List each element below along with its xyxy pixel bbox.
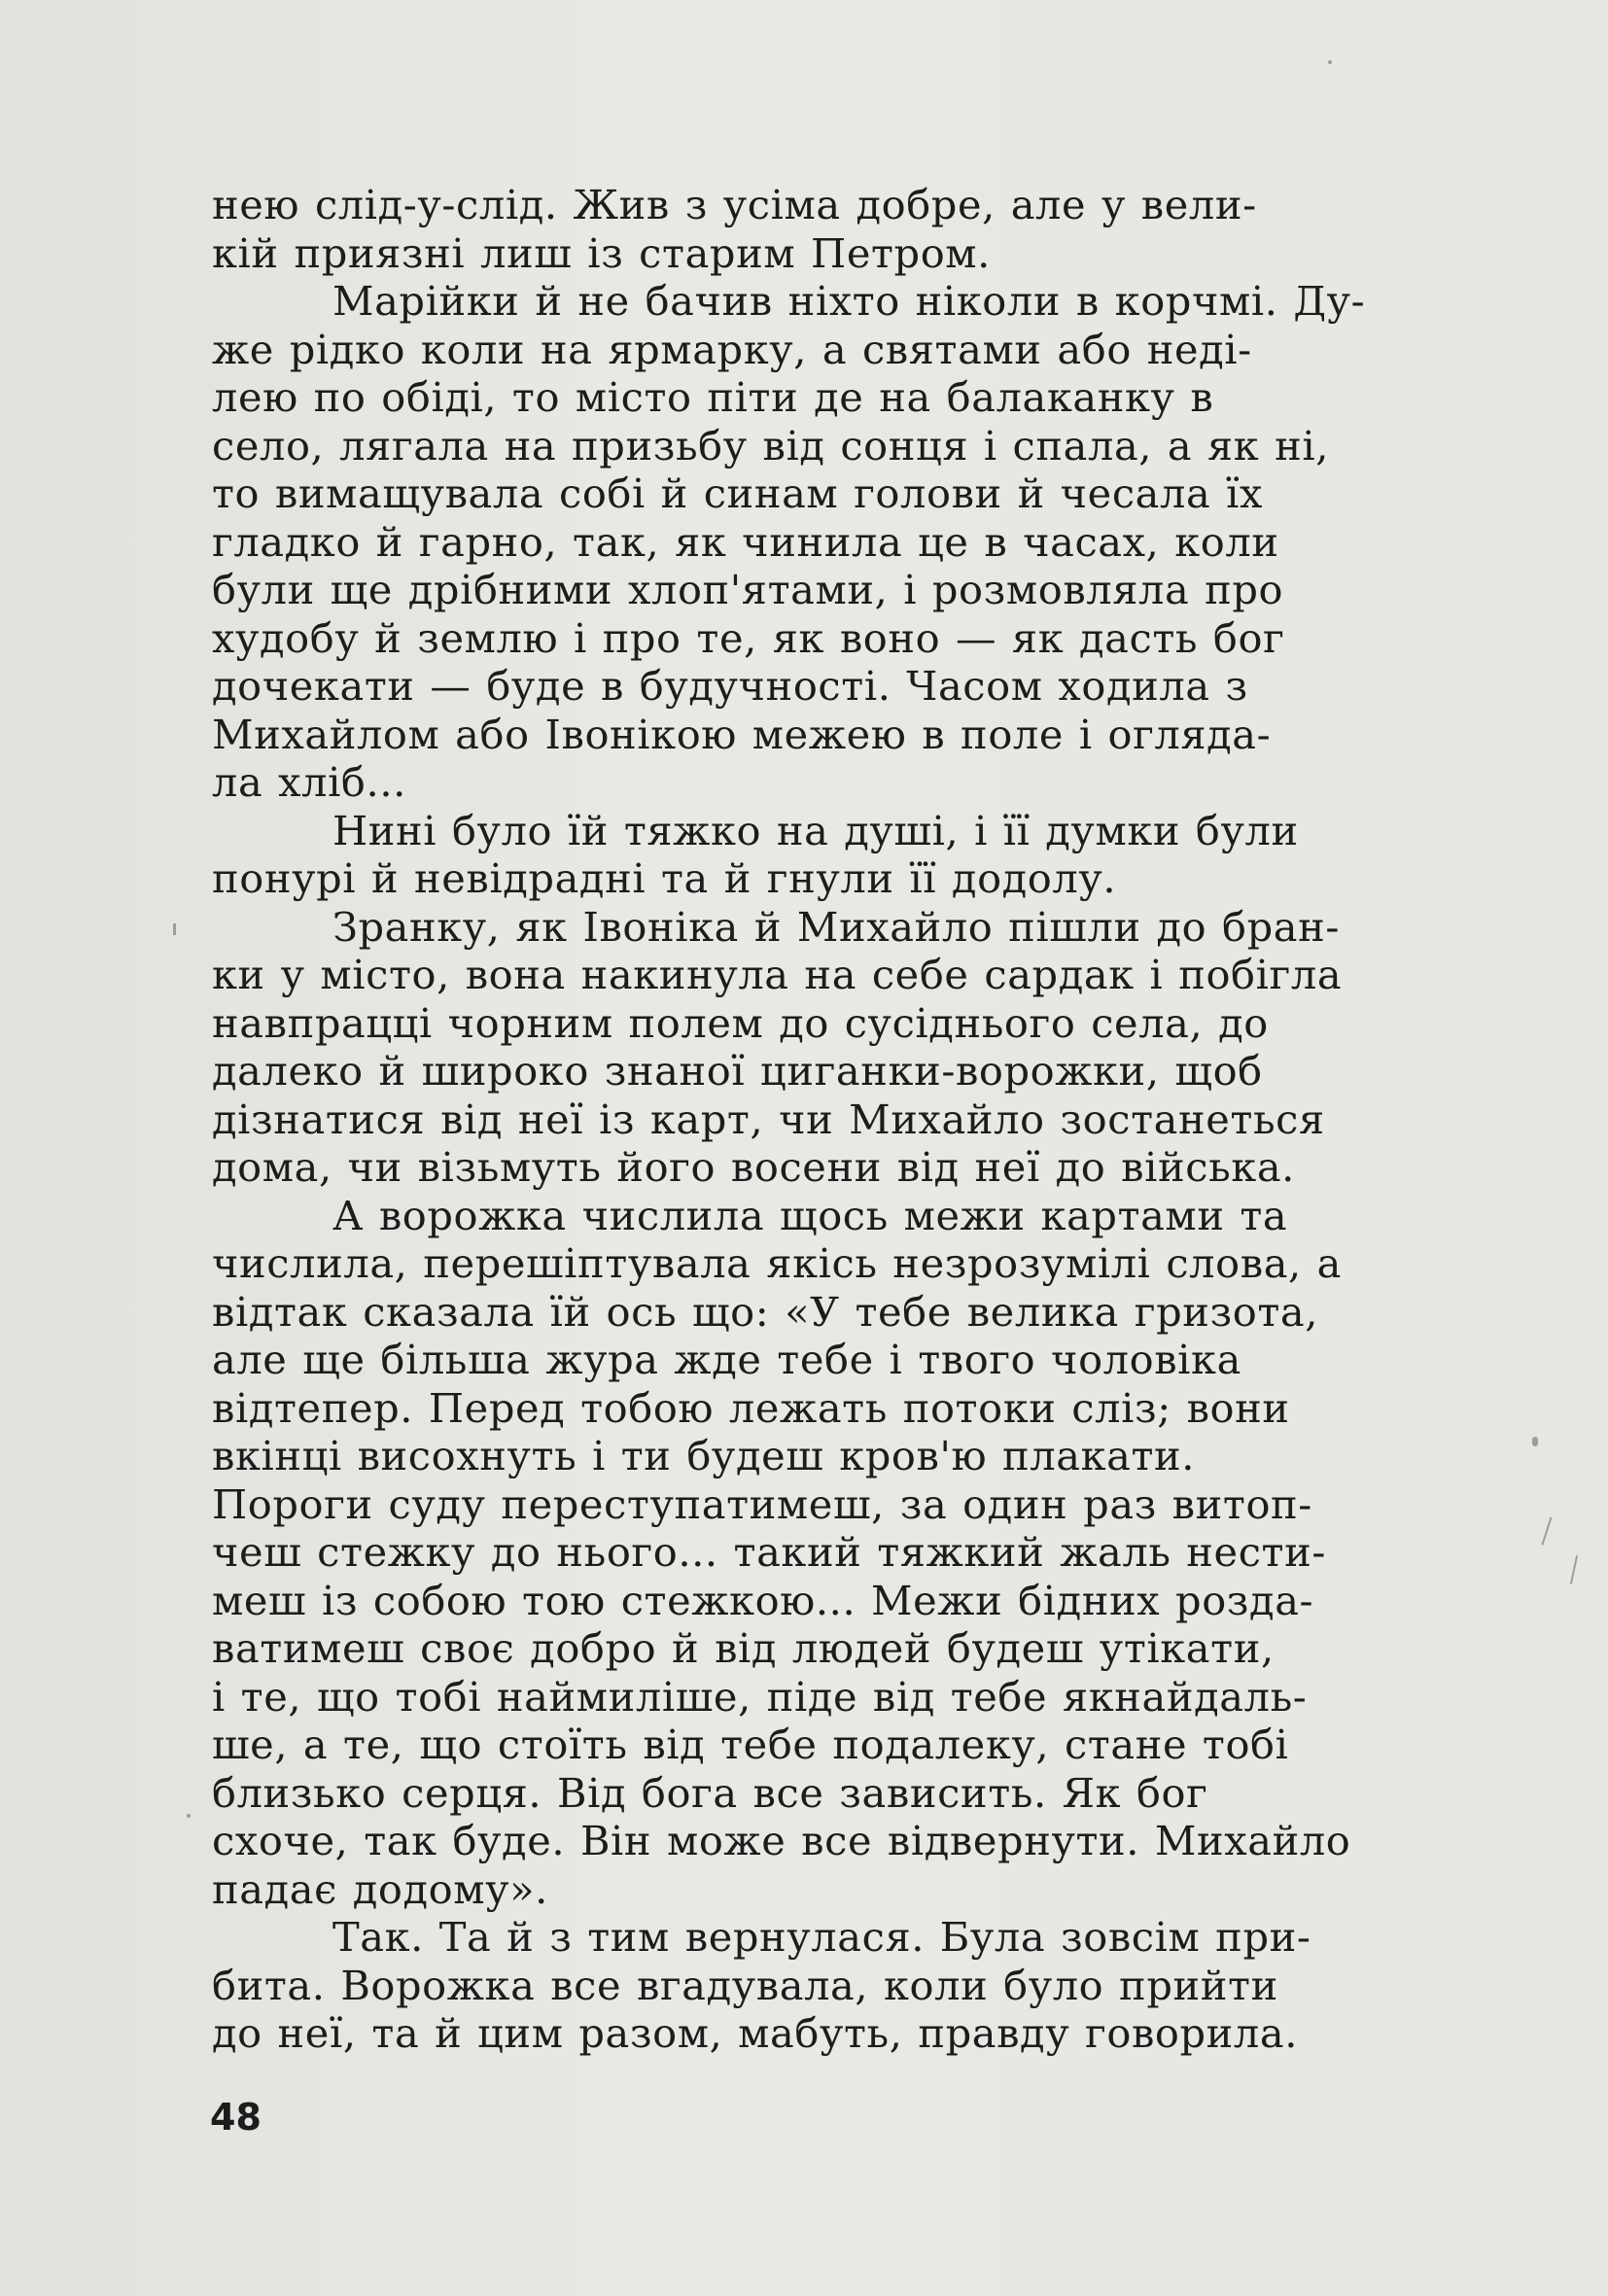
text-line: числила, перешіптувала якісь незрозумілі слова, а [212, 1239, 1342, 1287]
scan-speck [1328, 60, 1332, 64]
text-line: худобу й землю і про те, як воно — як дасть бог [212, 613, 1285, 662]
text-line: гладко й гарно, так, як чинила це в часах, коли [212, 517, 1279, 566]
text-line: меш із собою тою стежкою... Межи бідних розда- [212, 1576, 1314, 1624]
page-number: 48 [210, 2096, 262, 2139]
text-line: ше, а те, що стоїть від тебе подалеку, стане тобі [212, 1721, 1289, 1768]
text-line: дізнатися від неї із карт, чи Михайло зостанеться [212, 1095, 1325, 1143]
scan-speck [1570, 1555, 1578, 1584]
text-line: до неї, та й цим разом, мабуть, правду говорила. [212, 2009, 1299, 2057]
scan-speck [187, 1814, 191, 1818]
text-line: були ще дрібними хлоп'ятами, і розмовляла про [212, 566, 1284, 613]
text-line: дочекати — буде в будучності. Часом ходила з [212, 662, 1248, 710]
text-line: далеко й широко знаної циганки-ворожки, щоб [212, 1047, 1263, 1095]
text-line: відтепер. Перед тобою лежать потоки сліз; вони [212, 1383, 1290, 1432]
scan-speck [1532, 1437, 1538, 1446]
text-line: село, лягала на призьбу від сонця і спала, а як ні, [212, 421, 1330, 470]
text-line: кій приязні лиш із старим Петром. [212, 228, 991, 277]
paragraph-start-line: Марійки й не бачив ніхто ніколи в корчмі. Ду- [332, 277, 1366, 325]
text-line: нею слід-у-слід. Жив з усіма добре, але у вели- [212, 181, 1257, 228]
paragraph-start-line: Нині було їй тяжко на душі, і її думки були [332, 806, 1299, 854]
text-line: але ще більша жура жде тебе і твого чоловіка [212, 1336, 1241, 1383]
text-line: Михайлом або Івонікою межею в поле і огляда- [212, 710, 1272, 758]
paragraph-start-line: А ворожка числила щось межи картами та [332, 1191, 1288, 1239]
paragraph-start-line: Зранку, як Івоніка й Михайло пішли до бран- [332, 902, 1341, 951]
paragraph-start-line: Так. Та й з тим вернулася. Була зовсім при- [332, 1913, 1311, 1961]
text-line: ла хліб... [212, 758, 406, 806]
text-line: понурі й невідрадні та й гнули її додолу. [212, 854, 1117, 902]
text-line: і те, що тобі наймиліше, піде від тебе якнайдаль- [212, 1672, 1308, 1721]
text-line: Пороги суду переступатимеш, за один раз витоп- [212, 1479, 1312, 1528]
text-line: лею по обіді, то місто піти де на балаканку в [212, 373, 1214, 421]
text-line: же рідко коли на ярмарку, а святами або неді- [212, 325, 1252, 373]
text-line: дома, чи візьмуть його восени від неї до війська. [212, 1143, 1295, 1191]
text-line: ки у місто, вона накинула на себе сардак і побігла [212, 951, 1343, 998]
text-line: близько серця. Від бога все зависить. Як бог [212, 1768, 1208, 1817]
text-line: то вимащувала собі й синам голови й чесала їх [212, 470, 1263, 517]
text-line: бита. Ворожка все вгадувала, коли було прийти [212, 1961, 1278, 2009]
text-line: ватимеш своє добро й від людей будеш утікати, [212, 1624, 1275, 1672]
text-line: навпрацці чорним полем до сусіднього села, до [212, 998, 1269, 1047]
text-line: чеш стежку до нього... такий тяжкий жаль нести- [212, 1528, 1327, 1576]
scan-speck [1541, 1516, 1552, 1545]
text-line: відтак сказала їй ось що: «У тебе велика гризота, [212, 1287, 1319, 1336]
text-line: схоче, так буде. Він може все відвернути. Михайло [212, 1817, 1351, 1864]
scan-speck [173, 923, 176, 935]
body-text [212, 181, 1466, 2058]
text-line: вкінці висохнуть і ти будеш кров'ю плакати. [212, 1432, 1196, 1479]
text-line: падає додому». [212, 1864, 548, 1913]
